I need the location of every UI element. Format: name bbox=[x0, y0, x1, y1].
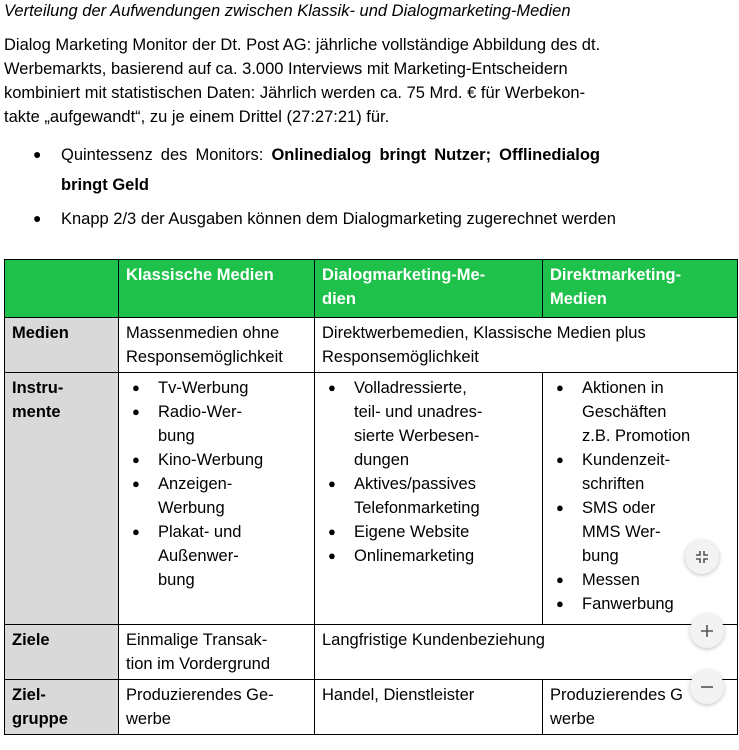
intro-line: Werbemarkts, basierend auf ca. 3.000 Interviews mit Marketing-Entscheidern bbox=[4, 60, 568, 78]
table-row-medien bbox=[5, 318, 738, 373]
cell-zielgruppe-dialog: Handel, Dienstleister bbox=[315, 680, 543, 735]
list-item bbox=[550, 592, 732, 616]
bullet-dot-icon: ● bbox=[556, 452, 564, 467]
list-item bbox=[126, 448, 309, 472]
list-item-text: Radio-Wer- bbox=[158, 403, 243, 421]
bullet-dot-icon: ● bbox=[556, 380, 564, 395]
list-item-text: z.B. Promotion bbox=[582, 427, 691, 445]
list-item-text: Onlinemarketing bbox=[354, 547, 475, 565]
list-item-text: Tv-Werbung bbox=[158, 379, 249, 397]
section-heading: Verteilung der Aufwendungen zwischen Klassik- und Dialogmarketing-Medien bbox=[4, 2, 571, 20]
bullet-dot-icon: ● bbox=[132, 476, 140, 491]
instrument-list bbox=[322, 376, 537, 568]
list-item-text: Telefonmarketing bbox=[354, 499, 480, 517]
collapse-icon bbox=[694, 549, 710, 565]
list-item-text: bung bbox=[158, 571, 195, 589]
bullet-text: Knapp 2/3 der Ausgaben können dem Dialogmarketing zugerechnet werden bbox=[61, 210, 616, 228]
bullet-dot-icon: ● bbox=[556, 500, 564, 515]
row-label-instrumente: Instru- mente bbox=[5, 373, 119, 625]
list-item-text: Fanwerbung bbox=[582, 595, 674, 613]
list-item-text: SMS oder bbox=[582, 499, 656, 517]
bullet-text: Quintessenz des Monitors: bbox=[61, 146, 272, 164]
list-item-text: schriften bbox=[582, 475, 645, 493]
list-item bbox=[322, 472, 537, 520]
list-item bbox=[322, 520, 537, 544]
list-item-text: Kino-Werbung bbox=[158, 451, 264, 469]
bullet-dot-icon: ● bbox=[132, 524, 140, 539]
bullet-dot-icon: ● bbox=[33, 210, 42, 226]
list-item-text: Volladressierte, bbox=[354, 379, 467, 397]
list-item-text: sierte Werbesen- bbox=[354, 427, 480, 445]
header-dialogmarketing-medien: Dialogmarketing-Me- dien bbox=[315, 260, 543, 318]
list-item-text: bung bbox=[582, 547, 619, 565]
header-klassische-medien: Klassische Medien bbox=[119, 260, 315, 318]
row-label-ziele: Ziele bbox=[5, 625, 119, 680]
header-direktmarketing-medien: Direktmarketing- Medien bbox=[543, 260, 738, 318]
instrument-list bbox=[126, 376, 309, 592]
list-item bbox=[126, 520, 309, 592]
instrument-list bbox=[550, 376, 732, 616]
table-row-instrumente bbox=[5, 373, 738, 625]
bullet-dot-icon: ● bbox=[328, 380, 336, 395]
table-row-zielgruppe bbox=[5, 680, 738, 735]
intro-line: kombiniert mit statistischen Daten: Jährlich werden ca. 75 Mrd. € für Werbekon- bbox=[4, 84, 586, 102]
zoom-out-button[interactable] bbox=[690, 670, 724, 704]
list-item-text: bung bbox=[158, 427, 195, 445]
intro-line: takte „aufgewandt“, zu je einem Drittel (27:27:21) für. bbox=[4, 108, 390, 126]
list-item-text: Plakat- und bbox=[158, 523, 242, 541]
cell-ziele-klassisch: Einmalige Transak- tion im Vordergrund bbox=[119, 625, 315, 680]
minus-icon bbox=[699, 679, 715, 695]
list-item-text: Messen bbox=[582, 571, 640, 589]
cell-medien-klassisch: Massenmedien ohne Responsemöglichkeit bbox=[119, 318, 315, 373]
bullet-dot-icon: ● bbox=[132, 380, 140, 395]
bullet-dot-icon: ● bbox=[132, 404, 140, 419]
cell-medien-dialog: Direktwerbemedien, Klassische Medien plus Responsemöglichkeit bbox=[315, 318, 738, 373]
bullet-dot-icon: ● bbox=[556, 572, 564, 587]
intro-paragraph bbox=[4, 33, 724, 129]
list-item-text: Kundenzeit- bbox=[582, 451, 671, 469]
cell-zielgruppe-klassisch: Produzierendes Ge- werbe bbox=[119, 680, 315, 735]
bullet-dot-icon: ● bbox=[556, 596, 564, 611]
bullet-bold-text: Onlinedialog bringt Nutzer; Offlinedialog bbox=[271, 146, 601, 164]
row-label-medien: Medien bbox=[5, 318, 119, 373]
list-item bbox=[126, 400, 309, 448]
bullet-dot-icon: ● bbox=[33, 146, 42, 162]
bullet-dot-icon: ● bbox=[328, 548, 336, 563]
list-item bbox=[126, 472, 309, 520]
list-item bbox=[322, 376, 537, 472]
list-item-text: Außenwer- bbox=[158, 547, 239, 565]
cell-instrumente-direkt bbox=[543, 373, 738, 625]
cell-zielgruppe-direkt: Produzierendes G werbe bbox=[543, 680, 738, 735]
bullet-dot-icon: ● bbox=[132, 452, 140, 467]
cell-ziele-dialog: Langfristige Kundenbeziehung bbox=[315, 625, 738, 680]
list-item-text: Aktionen in bbox=[582, 379, 664, 397]
list-item bbox=[126, 376, 309, 400]
cell-instrumente-klassisch bbox=[119, 373, 315, 625]
bullet-bold-text: bringt Geld bbox=[61, 176, 149, 194]
comparison-table bbox=[4, 259, 738, 735]
list-item-text: Aktives/passives bbox=[354, 475, 476, 493]
header-corner bbox=[5, 260, 119, 318]
list-item-text: Eigene Website bbox=[354, 523, 470, 541]
bullet-dot-icon: ● bbox=[328, 476, 336, 491]
list-item bbox=[322, 544, 537, 568]
table-row-ziele bbox=[5, 625, 738, 680]
cell-instrumente-dialog bbox=[315, 373, 543, 625]
list-item-text: MMS Wer- bbox=[582, 523, 661, 541]
intro-line: Dialog Marketing Monitor der Dt. Post AG: jährliche vollständige Abbildung des dt. bbox=[4, 36, 601, 54]
collapse-button[interactable] bbox=[685, 540, 719, 574]
list-item-text: Geschäften bbox=[582, 403, 667, 421]
list-item bbox=[550, 448, 732, 496]
list-item-text: Anzeigen- bbox=[158, 475, 233, 493]
list-item-text: Werbung bbox=[158, 499, 225, 517]
list-item-text: dungen bbox=[354, 451, 410, 469]
zoom-in-button[interactable] bbox=[690, 614, 724, 648]
list-item-text: teil- und unadres- bbox=[354, 403, 483, 421]
list-item bbox=[550, 376, 732, 448]
table-header-row bbox=[5, 260, 738, 318]
bullet-dot-icon: ● bbox=[328, 524, 336, 539]
plus-icon bbox=[699, 623, 715, 639]
row-label-zielgruppe: Ziel- gruppe bbox=[5, 680, 119, 735]
